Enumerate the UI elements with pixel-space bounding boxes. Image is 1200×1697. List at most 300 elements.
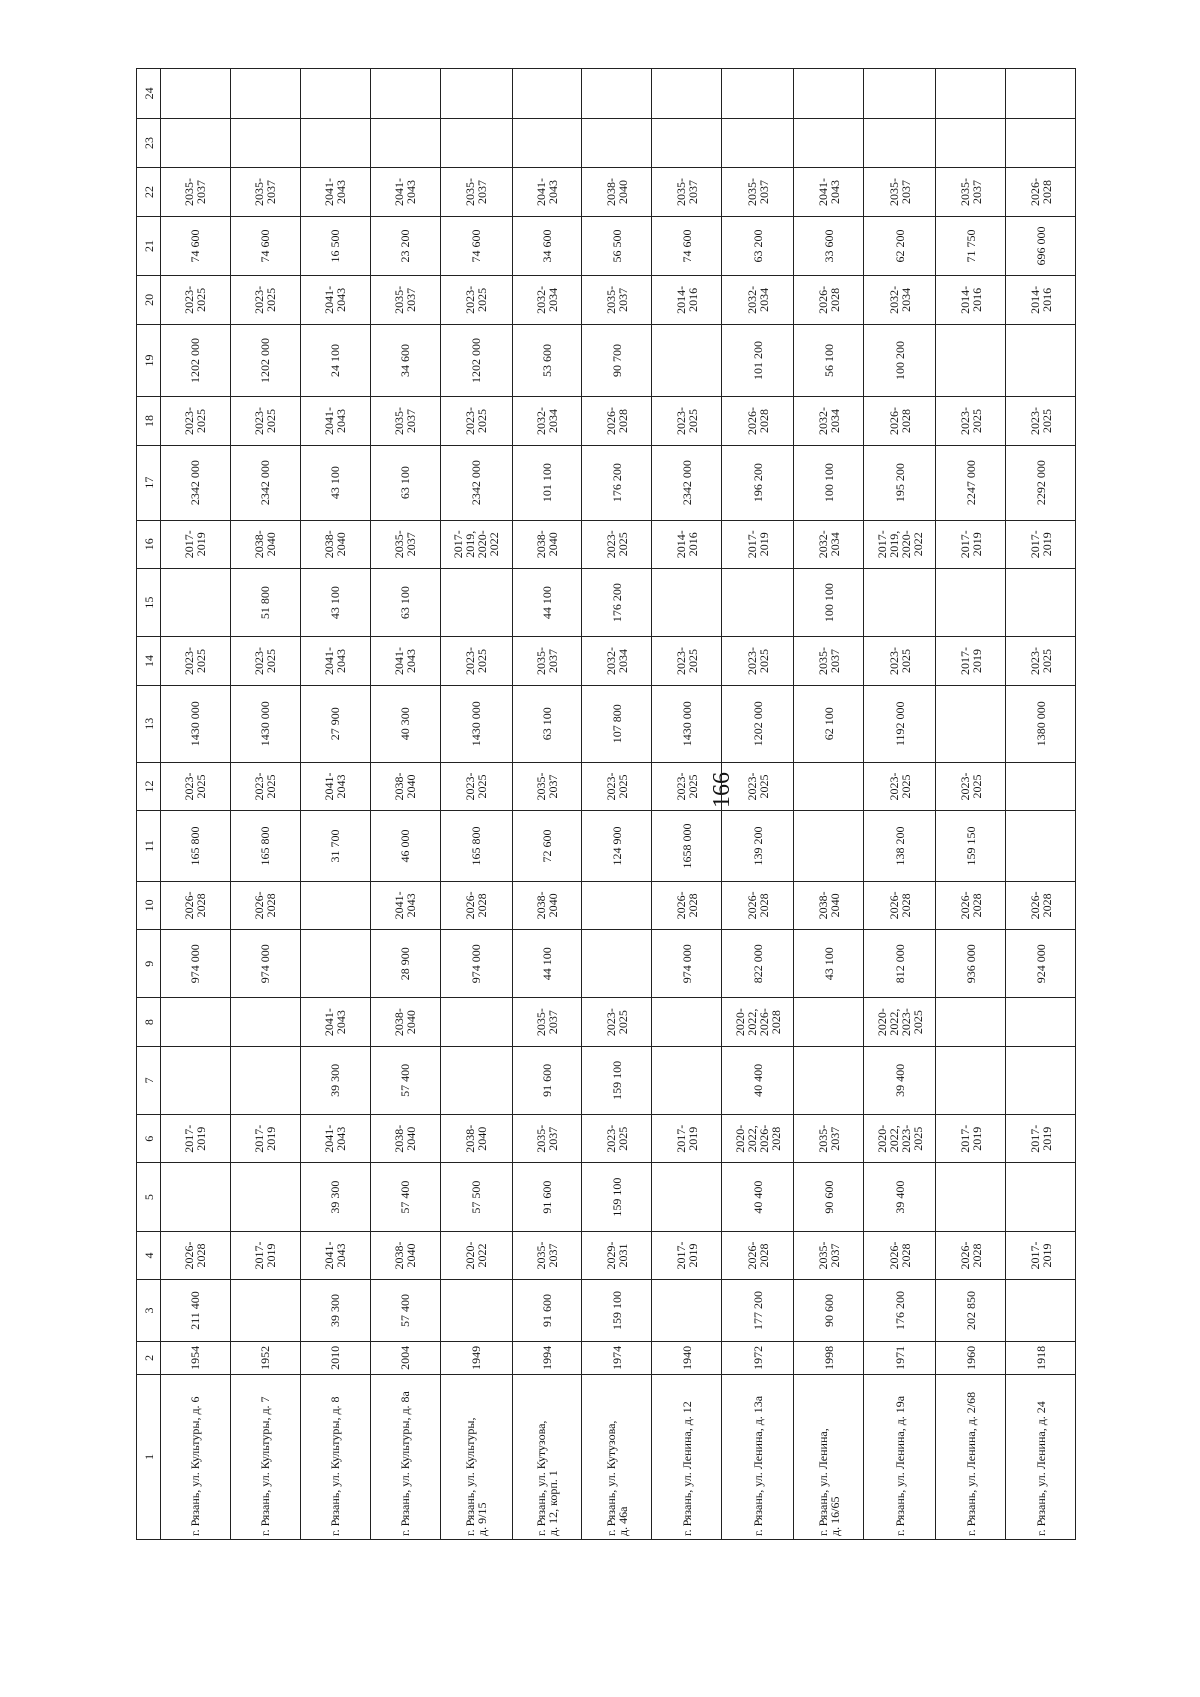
table-cell [794,69,864,119]
table-cell: 2342 000 [652,445,722,520]
table-cell: 2026- 2028 [794,276,864,324]
table-cell: 2038- 2040 [370,762,440,810]
table-cell: 43 100 [794,930,864,998]
table-cell: 1380 000 [1006,685,1076,762]
table-cell [230,1046,300,1114]
table-cell: 39 400 [864,1163,936,1231]
table-row [440,69,512,1540]
table-cell [722,118,794,168]
table-cell [652,118,722,168]
table-cell [300,118,370,168]
table-cell: 2041- 2043 [300,1115,370,1163]
address-cell: г. Рязань, ул. Культуры, д. 6 [161,1374,231,1539]
table-cell [582,930,652,998]
column-header-10: 10 [137,881,161,929]
table-row [794,69,864,1540]
table-cell: 74 600 [161,216,231,275]
table-cell [652,1046,722,1114]
table-cell: 2023- 2025 [722,762,794,810]
column-header-6: 6 [137,1115,161,1163]
table-cell: 2035- 2037 [512,1115,582,1163]
table-cell: 2032- 2034 [722,276,794,324]
rotated-table-wrapper [136,68,1076,1540]
table-row [230,69,300,1540]
column-header-13: 13 [137,685,161,762]
table-cell: 2023- 2025 [161,637,231,685]
table-cell: 2038- 2040 [230,520,300,568]
table-cell: 165 800 [440,811,512,881]
table-cell [161,998,231,1046]
table-cell: 2023- 2025 [582,762,652,810]
table-cell: 2026- 2028 [161,1231,231,1279]
table-cell: 40 300 [370,685,440,762]
table-cell: 2017- 2019 [936,1115,1006,1163]
table-cell: 2035- 2037 [864,168,936,216]
table-cell [230,118,300,168]
table-cell: 27 900 [300,685,370,762]
table-cell [794,1046,864,1114]
column-header-8: 8 [137,998,161,1046]
table-cell: 124 900 [582,811,652,881]
table-cell: 2026- 2028 [1006,168,1076,216]
table-cell: 72 600 [512,811,582,881]
table-cell: 2038- 2040 [370,998,440,1046]
table-cell: 74 600 [230,216,300,275]
column-header-20: 20 [137,276,161,324]
table-cell: 2041- 2043 [300,637,370,685]
table-cell [1006,998,1076,1046]
table-cell: 2020- 2022, 2023- 2025 [864,998,936,1046]
table-cell: 2026- 2028 [1006,881,1076,929]
table-cell [936,324,1006,397]
table-cell: 2020- 2022, 2026- 2028 [722,1115,794,1163]
table-cell: 2014- 2016 [936,276,1006,324]
table-cell [370,118,440,168]
table-cell: 2026- 2028 [652,881,722,929]
table-cell: 90 600 [794,1163,864,1231]
table-cell: 2038- 2040 [370,1115,440,1163]
table-cell: 1974 [582,1341,652,1374]
table-cell: 1430 000 [230,685,300,762]
table-cell: 1202 000 [722,685,794,762]
table-cell: 2026- 2028 [722,397,794,445]
table-cell: 2023- 2025 [440,276,512,324]
table-cell [864,118,936,168]
table-cell: 2035- 2037 [370,276,440,324]
table-cell [440,118,512,168]
table-cell [652,1280,722,1342]
table-cell [1006,1046,1076,1114]
table-cell: 34 600 [370,324,440,397]
table-cell: 159 100 [582,1163,652,1231]
table-cell: 2041- 2043 [300,168,370,216]
table-cell: 2010 [300,1341,370,1374]
table-cell: 1954 [161,1341,231,1374]
table-cell: 2026- 2028 [936,1231,1006,1279]
table-cell: 2017- 2019 [161,1115,231,1163]
table-cell: 43 100 [300,445,370,520]
table-cell [936,685,1006,762]
table-cell [936,69,1006,119]
table-cell: 34 600 [512,216,582,275]
table-cell: 2035- 2037 [230,168,300,216]
table-cell: 91 600 [512,1163,582,1231]
table-cell: 1994 [512,1341,582,1374]
table-cell [722,69,794,119]
table-cell: 2023- 2025 [161,762,231,810]
table-cell: 2023- 2025 [652,397,722,445]
table-cell: 71 750 [936,216,1006,275]
table-cell: 2023- 2025 [230,397,300,445]
table-cell: 1192 000 [864,685,936,762]
table-cell: 2041- 2043 [794,168,864,216]
table-cell [300,881,370,929]
table-cell: 2023- 2025 [440,762,512,810]
table-cell: 101 100 [512,445,582,520]
table-cell: 1960 [936,1341,1006,1374]
table-cell: 1202 000 [161,324,231,397]
table-cell [794,811,864,881]
table-cell: 63 100 [370,445,440,520]
column-header-7: 7 [137,1046,161,1114]
table-cell: 2026- 2028 [230,881,300,929]
table-cell: 2035- 2037 [440,168,512,216]
table-cell: 2023- 2025 [936,397,1006,445]
table-cell: 1658 000 [652,811,722,881]
table-cell: 2032- 2034 [864,276,936,324]
table-cell [440,569,512,637]
table-cell: 2026- 2028 [440,881,512,929]
table-cell: 1998 [794,1341,864,1374]
table-cell [936,118,1006,168]
address-cell: г. Рязань, ул. Ленина, д. 12 [652,1374,722,1539]
table-cell: 2026- 2028 [582,397,652,445]
table-cell: 1430 000 [652,685,722,762]
table-cell [1006,118,1076,168]
column-header-14: 14 [137,637,161,685]
table-cell [161,1046,231,1114]
table-cell: 2041- 2043 [300,998,370,1046]
table-cell: 2026- 2028 [936,881,1006,929]
table-cell [440,1046,512,1114]
table-cell: 16 500 [300,216,370,275]
table-cell: 2041- 2043 [370,168,440,216]
table-cell: 696 000 [1006,216,1076,275]
table-row [370,69,440,1540]
table-cell [440,69,512,119]
table-cell [161,118,231,168]
table-cell: 2032- 2034 [794,397,864,445]
table-cell [1006,762,1076,810]
table-cell [1006,811,1076,881]
table-cell: 74 600 [652,216,722,275]
table-cell: 62 100 [794,685,864,762]
table-cell [370,69,440,119]
table-cell: 2017- 2019 [1006,520,1076,568]
table-cell: 2014- 2016 [652,520,722,568]
table-cell: 2035- 2037 [794,637,864,685]
table-cell: 812 000 [864,930,936,998]
address-cell: г. Рязань, ул. Кутузова, д. 46а [582,1374,652,1539]
table-cell: 90 600 [794,1280,864,1342]
table-cell: 51 800 [230,569,300,637]
table-cell: 24 100 [300,324,370,397]
table-cell [161,69,231,119]
address-cell: г. Рязань, ул. Культуры, д. 8а [370,1374,440,1539]
page-number: 166 [709,772,735,808]
table-cell: 91 600 [512,1280,582,1342]
column-header-1: 1 [137,1374,161,1539]
table-cell: 2023- 2025 [161,397,231,445]
table-cell: 2035- 2037 [512,637,582,685]
table-cell: 2032- 2034 [582,637,652,685]
table-cell: 1949 [440,1341,512,1374]
table-cell: 159 150 [936,811,1006,881]
table-cell: 2038- 2040 [512,881,582,929]
table-cell: 139 200 [722,811,794,881]
table-cell [722,569,794,637]
table-cell: 138 200 [864,811,936,881]
table-cell: 107 800 [582,685,652,762]
table-cell: 33 600 [794,216,864,275]
table-cell [300,69,370,119]
table-cell: 39 300 [300,1280,370,1342]
table-cell: 2035- 2037 [936,168,1006,216]
table-cell: 2292 000 [1006,445,1076,520]
address-cell: г. Рязань, ул. Культуры, д. 8 [300,1374,370,1539]
table-cell: 40 400 [722,1046,794,1114]
table-cell: 2041- 2043 [370,881,440,929]
table-cell: 2035- 2037 [722,168,794,216]
table-cell: 2014- 2016 [652,276,722,324]
table-cell: 2041- 2043 [300,762,370,810]
table-cell: 31 700 [300,811,370,881]
column-header-12: 12 [137,762,161,810]
table-cell: 57 400 [370,1046,440,1114]
table-cell [512,118,582,168]
table-row [161,69,231,1540]
column-header-22: 22 [137,168,161,216]
table-cell [936,998,1006,1046]
table-cell: 2023- 2025 [582,520,652,568]
table-cell: 159 100 [582,1046,652,1114]
table-cell: 2342 000 [440,445,512,520]
table-cell: 2041- 2043 [300,397,370,445]
table-cell [1006,1280,1076,1342]
column-header-16: 16 [137,520,161,568]
table-cell [652,69,722,119]
table-cell: 2342 000 [230,445,300,520]
table-cell: 2032- 2034 [512,276,582,324]
table-cell: 2041- 2043 [370,637,440,685]
table-cell: 176 200 [582,445,652,520]
table-cell: 2017- 2019 [722,520,794,568]
table-cell: 159 100 [582,1280,652,1342]
table-cell: 44 100 [512,569,582,637]
table-cell [652,324,722,397]
table-cell: 23 200 [370,216,440,275]
table-cell: 63 100 [512,685,582,762]
table-cell: 74 600 [440,216,512,275]
table-cell: 2023- 2025 [582,1115,652,1163]
table-cell: 100 100 [794,445,864,520]
address-cell: г. Рязань, ул. Ленина, д. 19а [864,1374,936,1539]
table-cell [582,881,652,929]
table-cell: 39 300 [300,1046,370,1114]
table-cell: 2032- 2034 [512,397,582,445]
table-cell: 2023- 2025 [864,637,936,685]
table-cell: 2023- 2025 [582,998,652,1046]
table-cell: 100 100 [794,569,864,637]
table-body [161,69,1076,1540]
table-cell: 2023- 2025 [1006,637,1076,685]
address-cell: г. Рязань, ул. Ленина, д. 16/65 [794,1374,864,1539]
table-cell: 57 400 [370,1163,440,1231]
table-cell: 1940 [652,1341,722,1374]
table-cell: 2035- 2037 [512,998,582,1046]
table-cell: 53 600 [512,324,582,397]
table-cell [230,1163,300,1231]
table-cell: 924 000 [1006,930,1076,998]
table-cell: 176 200 [864,1280,936,1342]
table-cell: 936 000 [936,930,1006,998]
table-cell: 2035- 2037 [512,1231,582,1279]
column-header-4: 4 [137,1231,161,1279]
table-row [582,69,652,1540]
table-cell: 1202 000 [440,324,512,397]
table-cell: 2029- 2031 [582,1231,652,1279]
table-cell: 2035- 2037 [794,1231,864,1279]
table-cell: 2017- 2019 [230,1231,300,1279]
table-cell: 2017- 2019 [652,1231,722,1279]
table-cell [794,998,864,1046]
table-cell [1006,569,1076,637]
table-cell [1006,69,1076,119]
table-cell [864,569,936,637]
table-row [300,69,370,1540]
table-cell: 2032- 2034 [794,520,864,568]
table-cell: 2017- 2019 [1006,1115,1076,1163]
table-cell: 2038- 2040 [440,1115,512,1163]
table-cell: 2247 000 [936,445,1006,520]
column-header-2: 2 [137,1341,161,1374]
table-cell: 822 000 [722,930,794,998]
table-cell: 2041- 2043 [300,1231,370,1279]
table-cell: 2038- 2040 [512,520,582,568]
table-cell: 165 800 [230,811,300,881]
table-cell: 2035- 2037 [512,762,582,810]
table-cell [230,69,300,119]
table-cell: 2017- 2019, 2020- 2022 [440,520,512,568]
table-cell: 2038- 2040 [794,881,864,929]
table-cell: 2023- 2025 [440,637,512,685]
table-cell: 2017- 2019, 2020- 2022 [864,520,936,568]
table-cell: 91 600 [512,1046,582,1114]
table-row [512,69,582,1540]
table-cell: 2023- 2025 [864,762,936,810]
table-cell [794,118,864,168]
table-cell: 2342 000 [161,445,231,520]
column-header-21: 21 [137,216,161,275]
table-cell: 2038- 2040 [582,168,652,216]
table-cell: 2035- 2037 [370,520,440,568]
table-cell: 2023- 2025 [936,762,1006,810]
table-cell: 2023- 2025 [230,637,300,685]
table-cell [161,569,231,637]
column-header-23: 23 [137,118,161,168]
table-cell: 2041- 2043 [512,168,582,216]
table-cell [230,1280,300,1342]
table-cell: 2017- 2019 [161,520,231,568]
table-cell: 2017- 2019 [936,520,1006,568]
table-cell: 40 400 [722,1163,794,1231]
table-cell: 2023- 2025 [652,762,722,810]
table-cell: 101 200 [722,324,794,397]
column-header-11: 11 [137,811,161,881]
table-cell: 39 300 [300,1163,370,1231]
table-cell: 2020- 2022 [440,1231,512,1279]
table-cell [512,69,582,119]
table-row [652,69,722,1540]
column-header-18: 18 [137,397,161,445]
table-cell: 2017- 2019 [652,1115,722,1163]
table-cell: 974 000 [440,930,512,998]
table-cell: 100 200 [864,324,936,397]
table-cell [1006,324,1076,397]
table-cell: 39 400 [864,1046,936,1114]
table-cell: 1430 000 [161,685,231,762]
table-cell: 46 000 [370,811,440,881]
table-cell: 57 400 [370,1280,440,1342]
table-cell: 2035- 2037 [652,168,722,216]
table-cell: 62 200 [864,216,936,275]
table-cell [652,998,722,1046]
table-cell: 1430 000 [440,685,512,762]
table-row [722,69,794,1540]
table-cell [1006,1163,1076,1231]
table-cell: 2038- 2040 [300,520,370,568]
address-cell: г. Рязань, ул. Культуры, д. 9/15 [440,1374,512,1539]
address-cell: г. Рязань, ул. Ленина, д. 2/68 [936,1374,1006,1539]
table-cell: 2026- 2028 [722,881,794,929]
table-row [864,69,936,1540]
table-cell: 63 100 [370,569,440,637]
table-cell: 2026- 2028 [161,881,231,929]
column-header-15: 15 [137,569,161,637]
table-cell [652,569,722,637]
table-cell: 2023- 2025 [440,397,512,445]
data-table [136,68,1076,1540]
table-cell [161,1163,231,1231]
table-cell: 2023- 2025 [722,637,794,685]
table-cell: 57 500 [440,1163,512,1231]
table-cell [440,998,512,1046]
column-header-9: 9 [137,930,161,998]
table-cell: 2014- 2016 [1006,276,1076,324]
table-cell: 56 500 [582,216,652,275]
table-cell: 165 800 [161,811,231,881]
table-cell: 2035- 2037 [370,397,440,445]
table-cell: 202 850 [936,1280,1006,1342]
table-cell: 2026- 2028 [864,881,936,929]
table-cell [936,1046,1006,1114]
table-cell: 1971 [864,1341,936,1374]
address-cell: г. Рязань, ул. Кутузова, д. 12, корп. 1 [512,1374,582,1539]
table-cell: 2023- 2025 [652,637,722,685]
table-cell: 2004 [370,1341,440,1374]
table-cell: 1918 [1006,1341,1076,1374]
table-cell: 56 100 [794,324,864,397]
